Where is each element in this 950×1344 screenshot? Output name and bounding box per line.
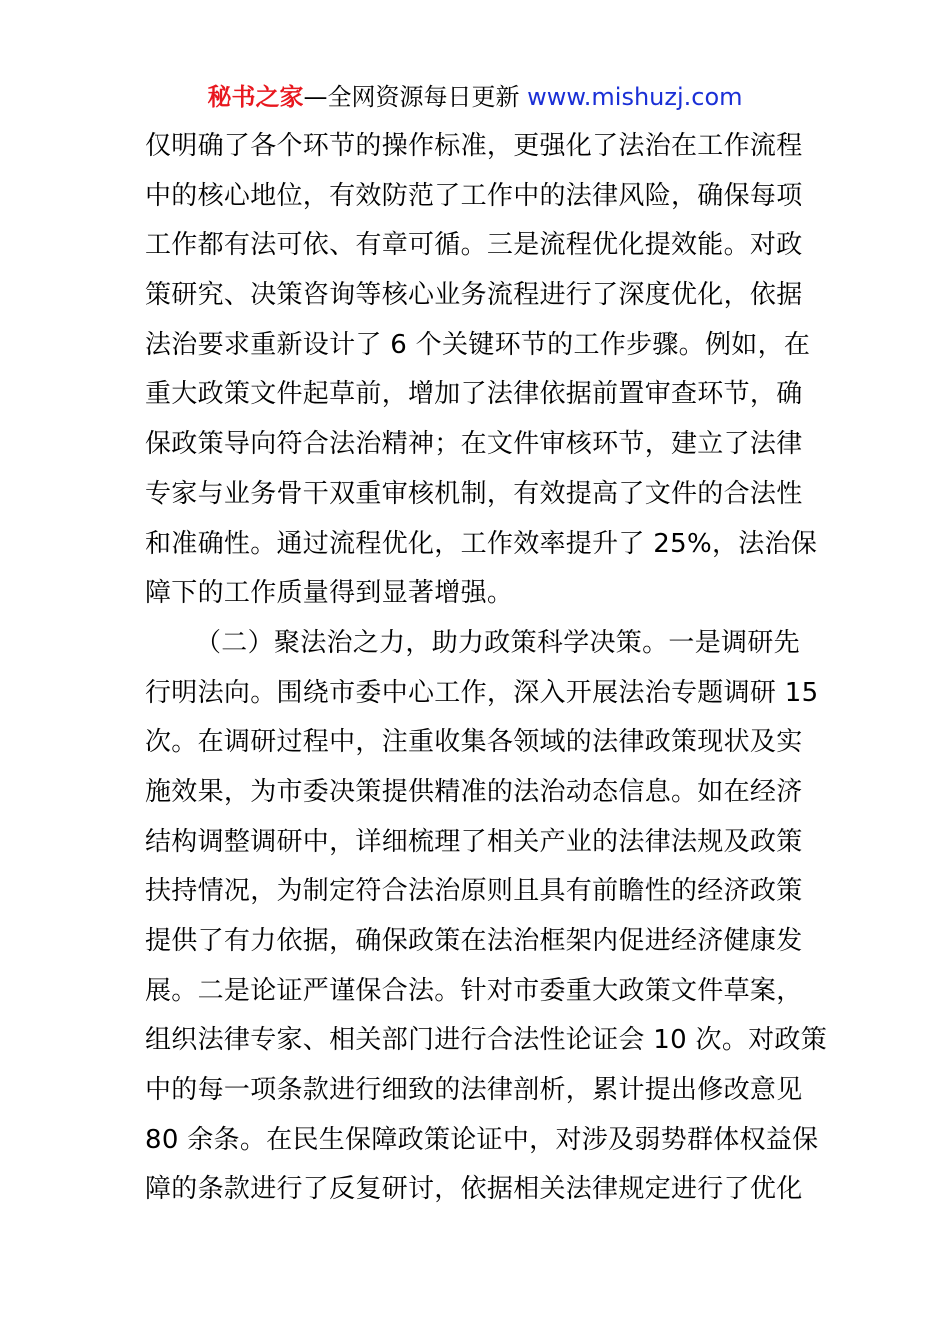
text-line: 专家与业务骨干双重审核机制，有效提高了文件的合法性: [145, 478, 803, 509]
header-brand: 秘书之家: [207, 83, 304, 111]
document-body: [145, 122, 828, 1215]
text-line: 中的核心地位，有效防范了工作中的法律风险，确保每项: [145, 180, 803, 211]
text-line: 展。二是论证严谨保合法。针对市委重大政策文件草案，: [145, 975, 803, 1006]
text-line: 和准确性。通过流程优化，工作效率提升了 25%，法治保: [145, 528, 818, 559]
header-tagline: —全网资源每日更新: [303, 83, 528, 111]
text-line: 行明法向。围绕市委中心工作，深入开展法治专题调研 15: [145, 677, 819, 708]
paragraph-start-line: （二）聚法治之力，助力政策科学决策。一是调研先: [195, 627, 800, 658]
text-line: 80 余条。在民生保障政策论证中，对涉及弱势群体权益保: [145, 1124, 819, 1155]
header-url-link[interactable]: www.mishuzj.com: [527, 83, 743, 111]
text-line: 法治要求重新设计了 6 个关键环节的工作步骤。例如，在: [145, 329, 811, 360]
text-line: 重大政策文件起草前，增加了法律依据前置审查环节，确: [145, 379, 803, 410]
text-line: 策研究、决策咨询等核心业务流程进行了深度优化，依据: [145, 280, 803, 311]
text-line: 扶持情况，为制定符合法治原则且具有前瞻性的经济政策: [145, 876, 803, 907]
text-line: 障的条款进行了反复研讨，依据相关法律规定进行了优化: [145, 1174, 803, 1205]
text-line: 保政策导向符合法治精神；在文件审核环节，建立了法律: [145, 429, 803, 460]
text-line: 中的每一项条款进行细致的法律剖析，累计提出修改意见: [145, 1075, 803, 1106]
text-line: 组织法律专家、相关部门进行合法性论证会 10 次。对政策: [145, 1025, 828, 1056]
text-line: 仅明确了各个环节的操作标准，更强化了法治在工作流程: [145, 131, 803, 161]
text-line: 障下的工作质量得到显著增强。: [145, 578, 514, 609]
text-line: 结构调整调研中，详细梳理了相关产业的法律法规及政策: [145, 826, 803, 857]
text-line: 工作都有法可依、有章可循。三是流程优化提效能。对政: [145, 230, 803, 261]
text-line: 次。在调研过程中，注重收集各领域的法律政策现状及实: [145, 727, 803, 758]
page-header: [0, 80, 950, 114]
text-line: 施效果，为市委决策提供精准的法治动态信息。如在经济: [145, 776, 803, 807]
text-line: 提供了有力依据，确保政策在法治框架内促进经济健康发: [145, 926, 803, 956]
